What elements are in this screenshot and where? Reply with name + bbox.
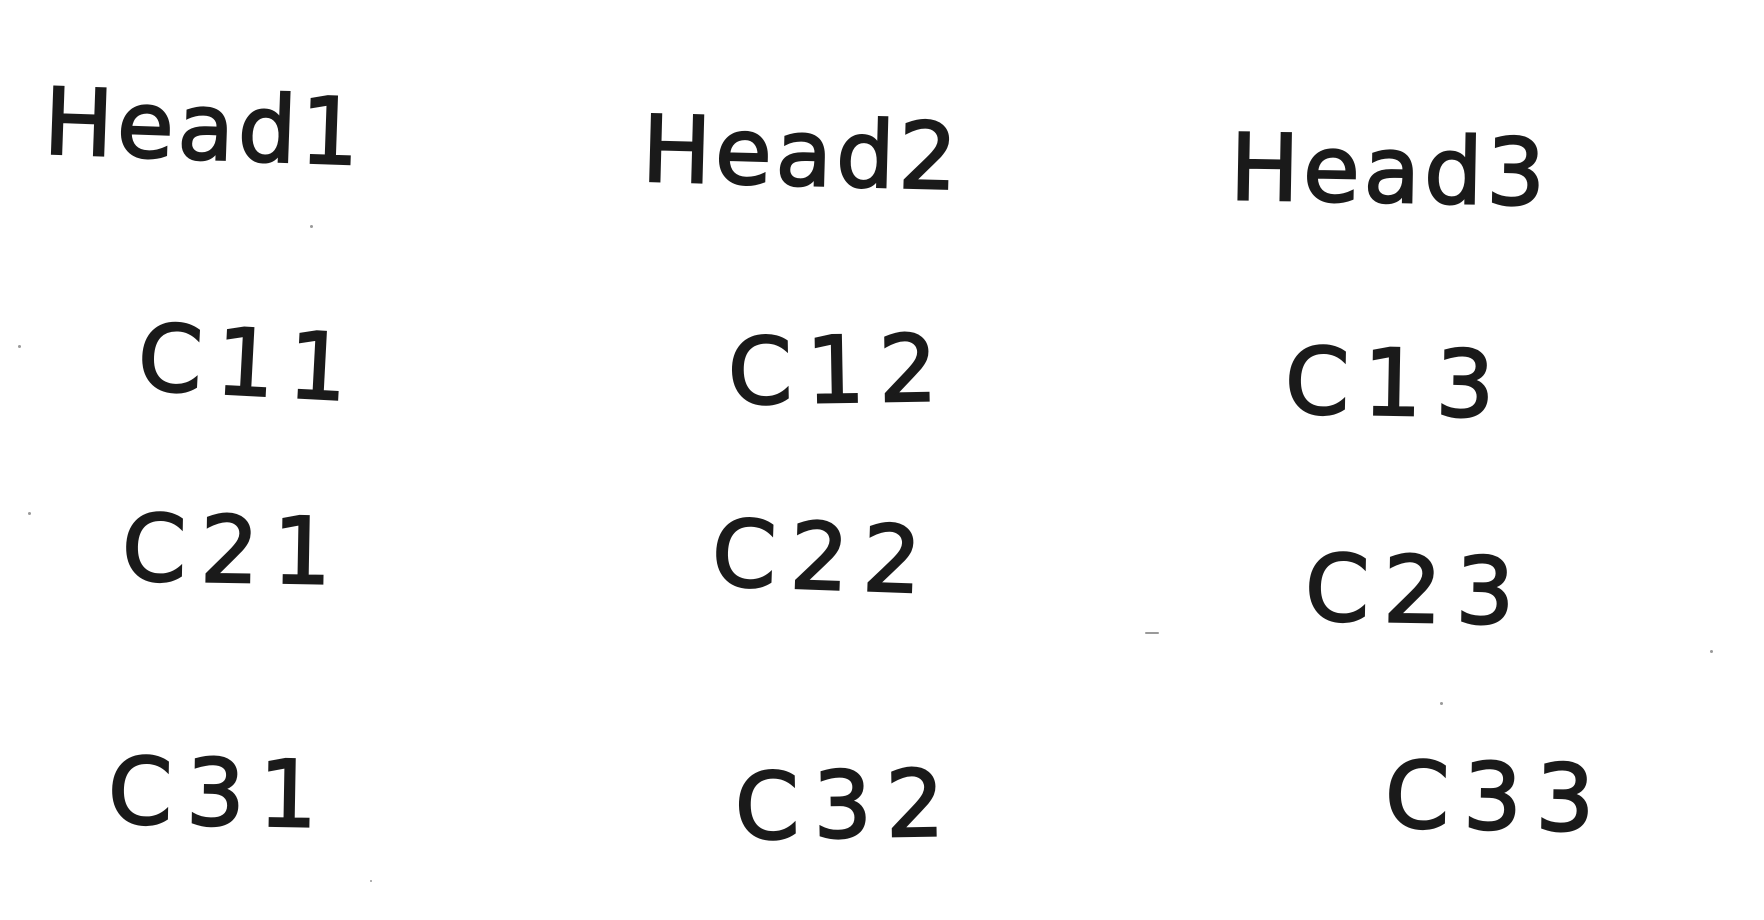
header-cell-3: Head3 [1229, 114, 1551, 227]
table-cell-r2-c3: C23 [1304, 535, 1530, 646]
table-cell-r1-c2: C12 [727, 315, 953, 426]
header-cell-2: Head2 [640, 95, 963, 212]
table-cell-r3-c2: C32 [734, 750, 960, 861]
table-cell-r1-c3: C13 [1284, 328, 1510, 439]
table-cell-r1-c1: C11 [135, 304, 364, 423]
table-cell-r2-c1: C21 [121, 495, 347, 606]
table-cell-r3-c1: C31 [107, 738, 333, 849]
header-cell-1: Head1 [42, 68, 365, 187]
table-cell-r3-c3: C33 [1384, 742, 1610, 853]
table-cell-r2-c2: C22 [710, 500, 938, 615]
